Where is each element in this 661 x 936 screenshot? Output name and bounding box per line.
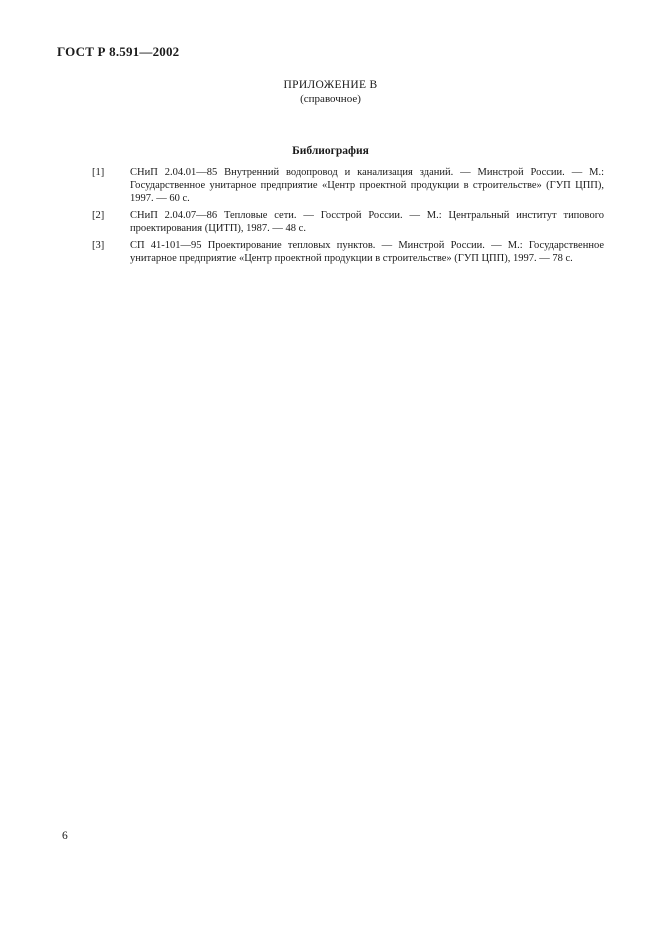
bibliography-heading: Библиография	[292, 145, 369, 157]
document-header: ГОСТ Р 8.591—2002	[57, 44, 180, 59]
bibliography-item-number: [2]	[92, 210, 105, 221]
bibliography-item	[92, 239, 604, 265]
bibliography-item-number: [3]	[92, 240, 105, 251]
appendix-subtitle: (справочное)	[300, 93, 361, 105]
bibliography-item-number: [1]	[92, 167, 105, 178]
bibliography-item	[92, 209, 604, 235]
bibliography-item	[92, 166, 604, 205]
bibliography-item-text: СНиП 2.04.07—86 Тепловые сети. — Госстрой России. — М.: Центральный институт типового проектирования (ЦИТП), 1987. — 48 с.	[130, 210, 604, 234]
bibliography-item-text: СНиП 2.04.01—85 Внутренний водопровод и канализация зданий. — Минстрой России. — М.: Государственное унитарное предприятие «Центр проектной продукции в строительстве» (ГУП ЦПП), 1997. — 60 с.	[130, 167, 604, 204]
page-number: 6	[62, 830, 68, 842]
bibliography-item-text: СП 41-101—95 Проектирование тепловых пунктов. — Минстрой России. — М.: Государственное унитарное предприятие «Центр проектной продукции в строительстве» (ГУП ЦПП), 1997. — 78 с.	[130, 240, 604, 264]
appendix-title: ПРИЛОЖЕНИЕ В	[283, 79, 378, 91]
bibliography-list	[92, 166, 604, 269]
